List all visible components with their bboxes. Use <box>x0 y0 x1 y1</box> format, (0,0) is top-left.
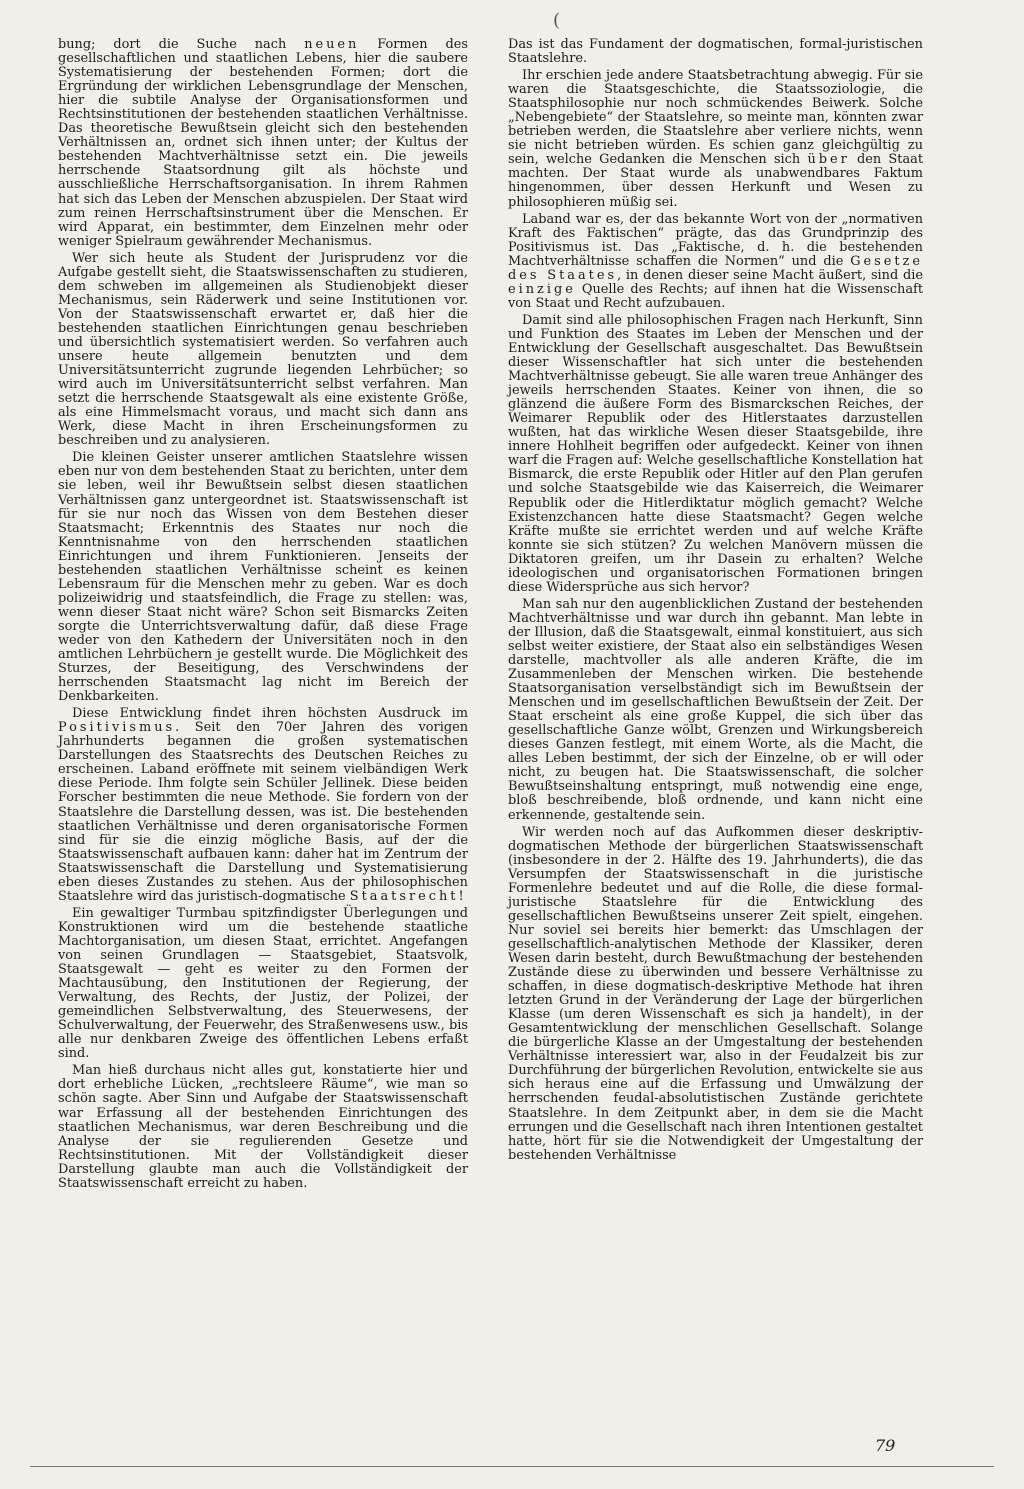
paragraph <box>508 826 923 1163</box>
text-run: Ein gewaltiger Turmbau spitzfindigster Überlegungen und Konstruktionen wird um die bestehende staatliche Machtorganisation, um diesen Staat, errichtet. Angefangen von seinen Grundlagen — Staatsgebiet, Staatsvolk, Staatsgewalt — geht es weiter zu den Formen der Machtausübung, den Institutionen der Regierung, der Verwaltung, des Rechts, der Justiz, der Polizei, der gemeindlichen Selbstverwaltung, des Steuerwesens, der Schulverwaltung, der Feuerwehr, des Straßenwesens usw., bis alle nur denkbaren Zweige des öffentlichen Lebens erfaßt sind. <box>58 905 468 1062</box>
text-run: Diese Entwicklung findet ihren höchsten Ausdruck im <box>72 706 468 722</box>
paragraph <box>58 252 468 449</box>
text-run: , in denen dieser seine Macht äußert, sind die <box>617 267 923 283</box>
paragraph <box>508 314 923 595</box>
text-run: bung; dort die Suche nach <box>58 37 305 52</box>
bottom-rule <box>30 1466 994 1467</box>
text-run: Man sah nur den augenblicklichen Zustand der bestehenden Machtverhältnisse und war durch ihn gebannt. Man lebte in der Illusion, daß die Staatsgewalt, einmal konstituiert, aus sich selbst weiter existiere, der Staat also ein selbständiges Wesen darstelle, machtvoller als alle anderen Kräfte, die im Zusammenleben der Menschen wirken. Die bestehende Staatsorganisation verselbständigt sich im Bewußtsein der Menschen und im gesellschaftlichen Bewußtsein der Zeit. Der Staat erscheint als eine große Kuppel, die sich über das gesellschaftliche Ganze wölbt, Grenzen und Wirkungsbereich dieses Ganzen festlegt, mit einem Worte, als die Macht, die alles Leben bestimmt, der sich der Einzelne, ob er will oder nicht, zu beugen hat. Die Staatswissenschaft, die solcher Bewußtseinshaltung entspringt, muß notwendig eine enge, bloß beschreibende, bloß ordnende, und kann nicht eine erkennende, gestaltende sein. <box>508 596 923 823</box>
text-run: Formen des gesellschaftlichen und staatlichen Lebens, hier die saubere Systematisierung der bestehenden Formen; dort die Ergründung der wirklichen Lebensgrundlage der Menschen, hier die subtile Analyse der Organisationsformen und Rechtsinstitutionen der bestehenden staatlichen Verhältnisse. Das theoretische Bewußtsein gleicht sich den bestehenden Verhältnissen an, ordnet sich ihnen unter; der Kultus der bestehenden Machtverhältnisse setzt ein. Die jeweils herrschende Staatsordnung gilt als höchste und ausschließliche Herrschaftsorganisation. In ihrem Rahmen hat sich das Leben der Menschen abzuspielen. Der Staat wird zum reinen Herrschaftsinstrument über die Menschen. Er wird Apparat, ein bestimmter, dem Einzelnen mehr oder weniger Spielraum gewährender Mechanismus. <box>58 37 468 249</box>
text-run: Laband war es, der das bekannte Wort von der „normativen Kraft des Faktischen“ prägte, das das Grundprinzip des Positivismus ist. Das „Faktische, d. h. die bestehenden Machtverhältnisse schaffen die Normen“ und die <box>508 211 923 269</box>
right-column <box>508 38 923 1166</box>
emphasized-text: einzige <box>508 281 576 297</box>
left-column <box>58 38 468 1194</box>
page-number: 79 <box>875 1436 896 1455</box>
emphasized-text: Gesetze des Staates <box>508 253 923 283</box>
emphasized-text: über <box>807 152 850 168</box>
text-run: Man hieß durchaus nicht alles gut, konstatierte hier und dort erhebliche Lücken, „rechtsleere Räume“, wie man so schön sagte. Aber Sinn und Aufgabe der Staatswissenschaft war Erfassung all der bestehenden Einrichtungen des staatlichen Mechanismus, war deren Beschreibung und die Analyse der sie regulierenden Gesetze und Rechtsinstitutionen. Mit der Vollständigkeit dieser Darstellung glaubte man auch die Vollständigkeit der Staatswissenschaft erreicht zu haben. <box>58 1063 468 1191</box>
emphasized-text: Staatsrecht! <box>349 888 467 904</box>
text-run: Wer sich heute als Student der Jurisprudenz vor die Aufgabe gestellt sieht, die Staatswissenschaften zu studieren, dem schweben im allgemeinen als Studienobjekt dieser Mechanismus, sein Räderwerk und seine Institutionen vor. Von der Staatswissenschaft erwartet er, daß hier die bestehenden staatlichen Einrichtungen genau beschrieben und übersichtlich systematisiert werden. So verfahren auch unsere heute allgemein benutzten und dem Universitätsunterricht zugrunde liegenden Lehrbücher; so wird auch im Universitätsunterricht selbst verfahren. Man setzt die herrschende Staatsgewalt als eine existente Größe, als eine Himmelsmacht voraus, und macht sich dann ans Werk, diese Macht in ihren Erscheinungsformen zu beschreiben und zu analysieren. <box>58 250 468 449</box>
paragraph <box>58 907 468 1062</box>
pencil-mark: ( <box>553 10 561 31</box>
paragraph <box>508 598 923 823</box>
paragraph <box>508 213 923 311</box>
emphasized-text: Positivismus <box>58 720 176 736</box>
paragraph <box>58 451 468 704</box>
text-run: Die kleinen Geister unserer amtlichen Staatslehre wissen eben nur von dem bestehenden Staat zu berichten, unter dem sie leben, weil ihr Bewußtsein selbst diesen staatlichen Verhältnissen ganz untergeordnet ist. Staatswissenschaft ist für sie nur noch das Wissen von dem Bestehen dieser Staatsmacht; Erkenntnis des Staates nur noch die Kenntnisnahme von den herrschenden staatlichen Einrichtungen und ihrem Funktionieren. Jenseits der bestehenden staatlichen Verhältnisse scheint es keinen Lebensraum für die Menschen mehr zu geben. War es doch polizeiwidrig und staatsfeindlich, die Frage zu stellen: was, wenn dieser Staat nicht wäre? Schon seit Bismarcks Zeiten sorgte die Unterrichtsverwaltung dafür, daß diese Frage weder von den Kathedern der Universitäten noch in den amtlichen Lehrbüchern je gestellt wurde. Die Möglichkeit des Sturzes, der Beseitigung, des Verschwindens der herrschenden Staatsmacht lag nicht im Bereich der Denkbarkeiten. <box>58 450 468 705</box>
text-run: Damit sind alle philosophischen Fragen nach Herkunft, Sinn und Funktion des Staates im Leben der Menschen und der Entwicklung der Gesellschaft ausgeschaltet. Das Bewußtsein dieser Wissenschaftler hat sich unter die bestehenden Machtverhältnisse gebeugt. Sie alle waren treue Anhänger des jeweils herrschenden Staates. Keiner von ihnen, die so glänzend die äußere Form des Bismarckschen Reiches, der Weimarer Republik oder des Hitlerstaates darzustellen wußten, hat das wirkliche Wesen dieser Staatsgebilde, ihre innere Hohlheit begriffen oder aufgedeckt. Keiner von ihnen warf die Fragen auf: Welche gesellschaftliche Konstellation hat Bismarck, die erste Republik oder Hitler auf den Plan gerufen und solche Staatsgebilde wie das Kaiserreich, die Weimarer Republik oder die Hitlerdiktatur möglich gemacht? Welche Existenzchancen hatte diese Staatsmacht? Gegen welche Kräfte mußte sie errichtet werden und auf welche Kräfte konnte sie sich stützen? Zu welchen Manövern müssen die Diktatoren greifen, um ihr Dasein zu erhalten? Welche ideologischen und organisatorischen Formationen bringen diese Widersprüche aus sich hervor? <box>508 312 923 595</box>
text-run: Wir werden noch auf das Aufkommen dieser deskriptiv-dogmatischen Methode der bürgerlichen Staatswissenschaft (insbesondere in der 2. Hälfte des 19. Jahrhunderts), die das Versumpfen der Staatswissenschaft in die juristische Formenlehre bedeutet und auf die Rolle, die diese formal-juristische Staatslehre für die Entwicklung des gesellschaftlichen Bewußtseins unserer Zeit spielt, eingehen. Nur soviel sei bereits hier bemerkt: das Umschlagen der gesellschaftlich-analytischen Methode der Klassiker, deren Wesen darin besteht, durch Bewußtmachung der bestehenden Zustände diese zu überwinden und bessere Verhältnisse zu schaffen, in diese dogmatisch-deskriptive Methode hat ihren letzten Grund in der Veränderung der Lage der bürgerlichen Klasse (um deren Wissenschaft es sich ja handelt), in der Gesamtentwicklung der menschlichen Gesellschaft. Solange die bürgerliche Klasse an der Umgestaltung der bestehenden Verhältnisse interessiert war, also in der Feudalzeit bis zur Durchführung der bürgerlichen Revolution, entwickelte sie aus sich heraus eine auf die Erfassung und Umwälzung der herrschenden feudal-absolutistischen Zustände gerichtete Staatslehre. In dem Zeitpunkt aber, in dem sie die Macht errungen und die Gesellschaft nach ihren Intentionen gestaltet hatte, hört für sie die Notwendigkeit der Umgestaltung der bestehenden Verhältnisse <box>508 824 923 1163</box>
paragraph <box>508 69 923 209</box>
emphasized-text: neuen <box>304 37 360 52</box>
text-run: Das ist das Fundament der dogmatischen, formal-juristischen Staatslehre. <box>508 37 923 67</box>
text-run: Ihr erschien jede andere Staatsbetrachtung abwegig. Für sie waren die Staatsgeschichte, die Staatssoziologie, die Staatsphilosophie nur noch schmückendes Beiwerk. Solche „Nebengebiete“ der Staatslehre, so meinte man, könnten zwar betrieben werden, die Staatslehre aber verliere nichts, wenn sie nicht betrieben würden. Es schien ganz gleichgültig zu sein, welche Gedanken die Menschen sich <box>508 68 923 168</box>
text-run: den Staat machten. Der Staat wurde als unabwendbares Faktum hingenommen, über dessen Herkunft und Wesen zu philosophieren müßig sei. <box>508 152 923 210</box>
paragraph <box>508 38 923 66</box>
text-run: Quelle des Rechts; auf ihnen hat die Wissenschaft von Staat und Recht aufzubauen. <box>508 281 923 311</box>
paragraph <box>58 707 468 904</box>
paragraph <box>58 38 468 249</box>
text-run: . Seit den 70er Jahren des vorigen Jahrhunderts begannen die großen systematischen Darstellungen des Staatsrechts des Deutschen Reiches zu erscheinen. Laband eröffnete mit seinem vielbändigen Werk diese Periode. Ihm folgte sein Schüler Jellinek. Diese beiden Forscher bestimmten die neue Methode. Sie fordern von der Staatslehre die Darstellung dessen, was ist. Die bestehenden staatlichen Verhältnisse und deren organisatorische Formen sind für sie die einzig mögliche Basis, auf der die Staatswissenschaft aufbauen kann: daher hat im Zentrum der Staatswissenschaft die Darstellung und Systematisierung eben dieses Zustandes zu stehen. Aus der philosophischen Staatslehre wird das juristisch-dogmatische <box>58 720 468 904</box>
paragraph <box>58 1064 468 1190</box>
